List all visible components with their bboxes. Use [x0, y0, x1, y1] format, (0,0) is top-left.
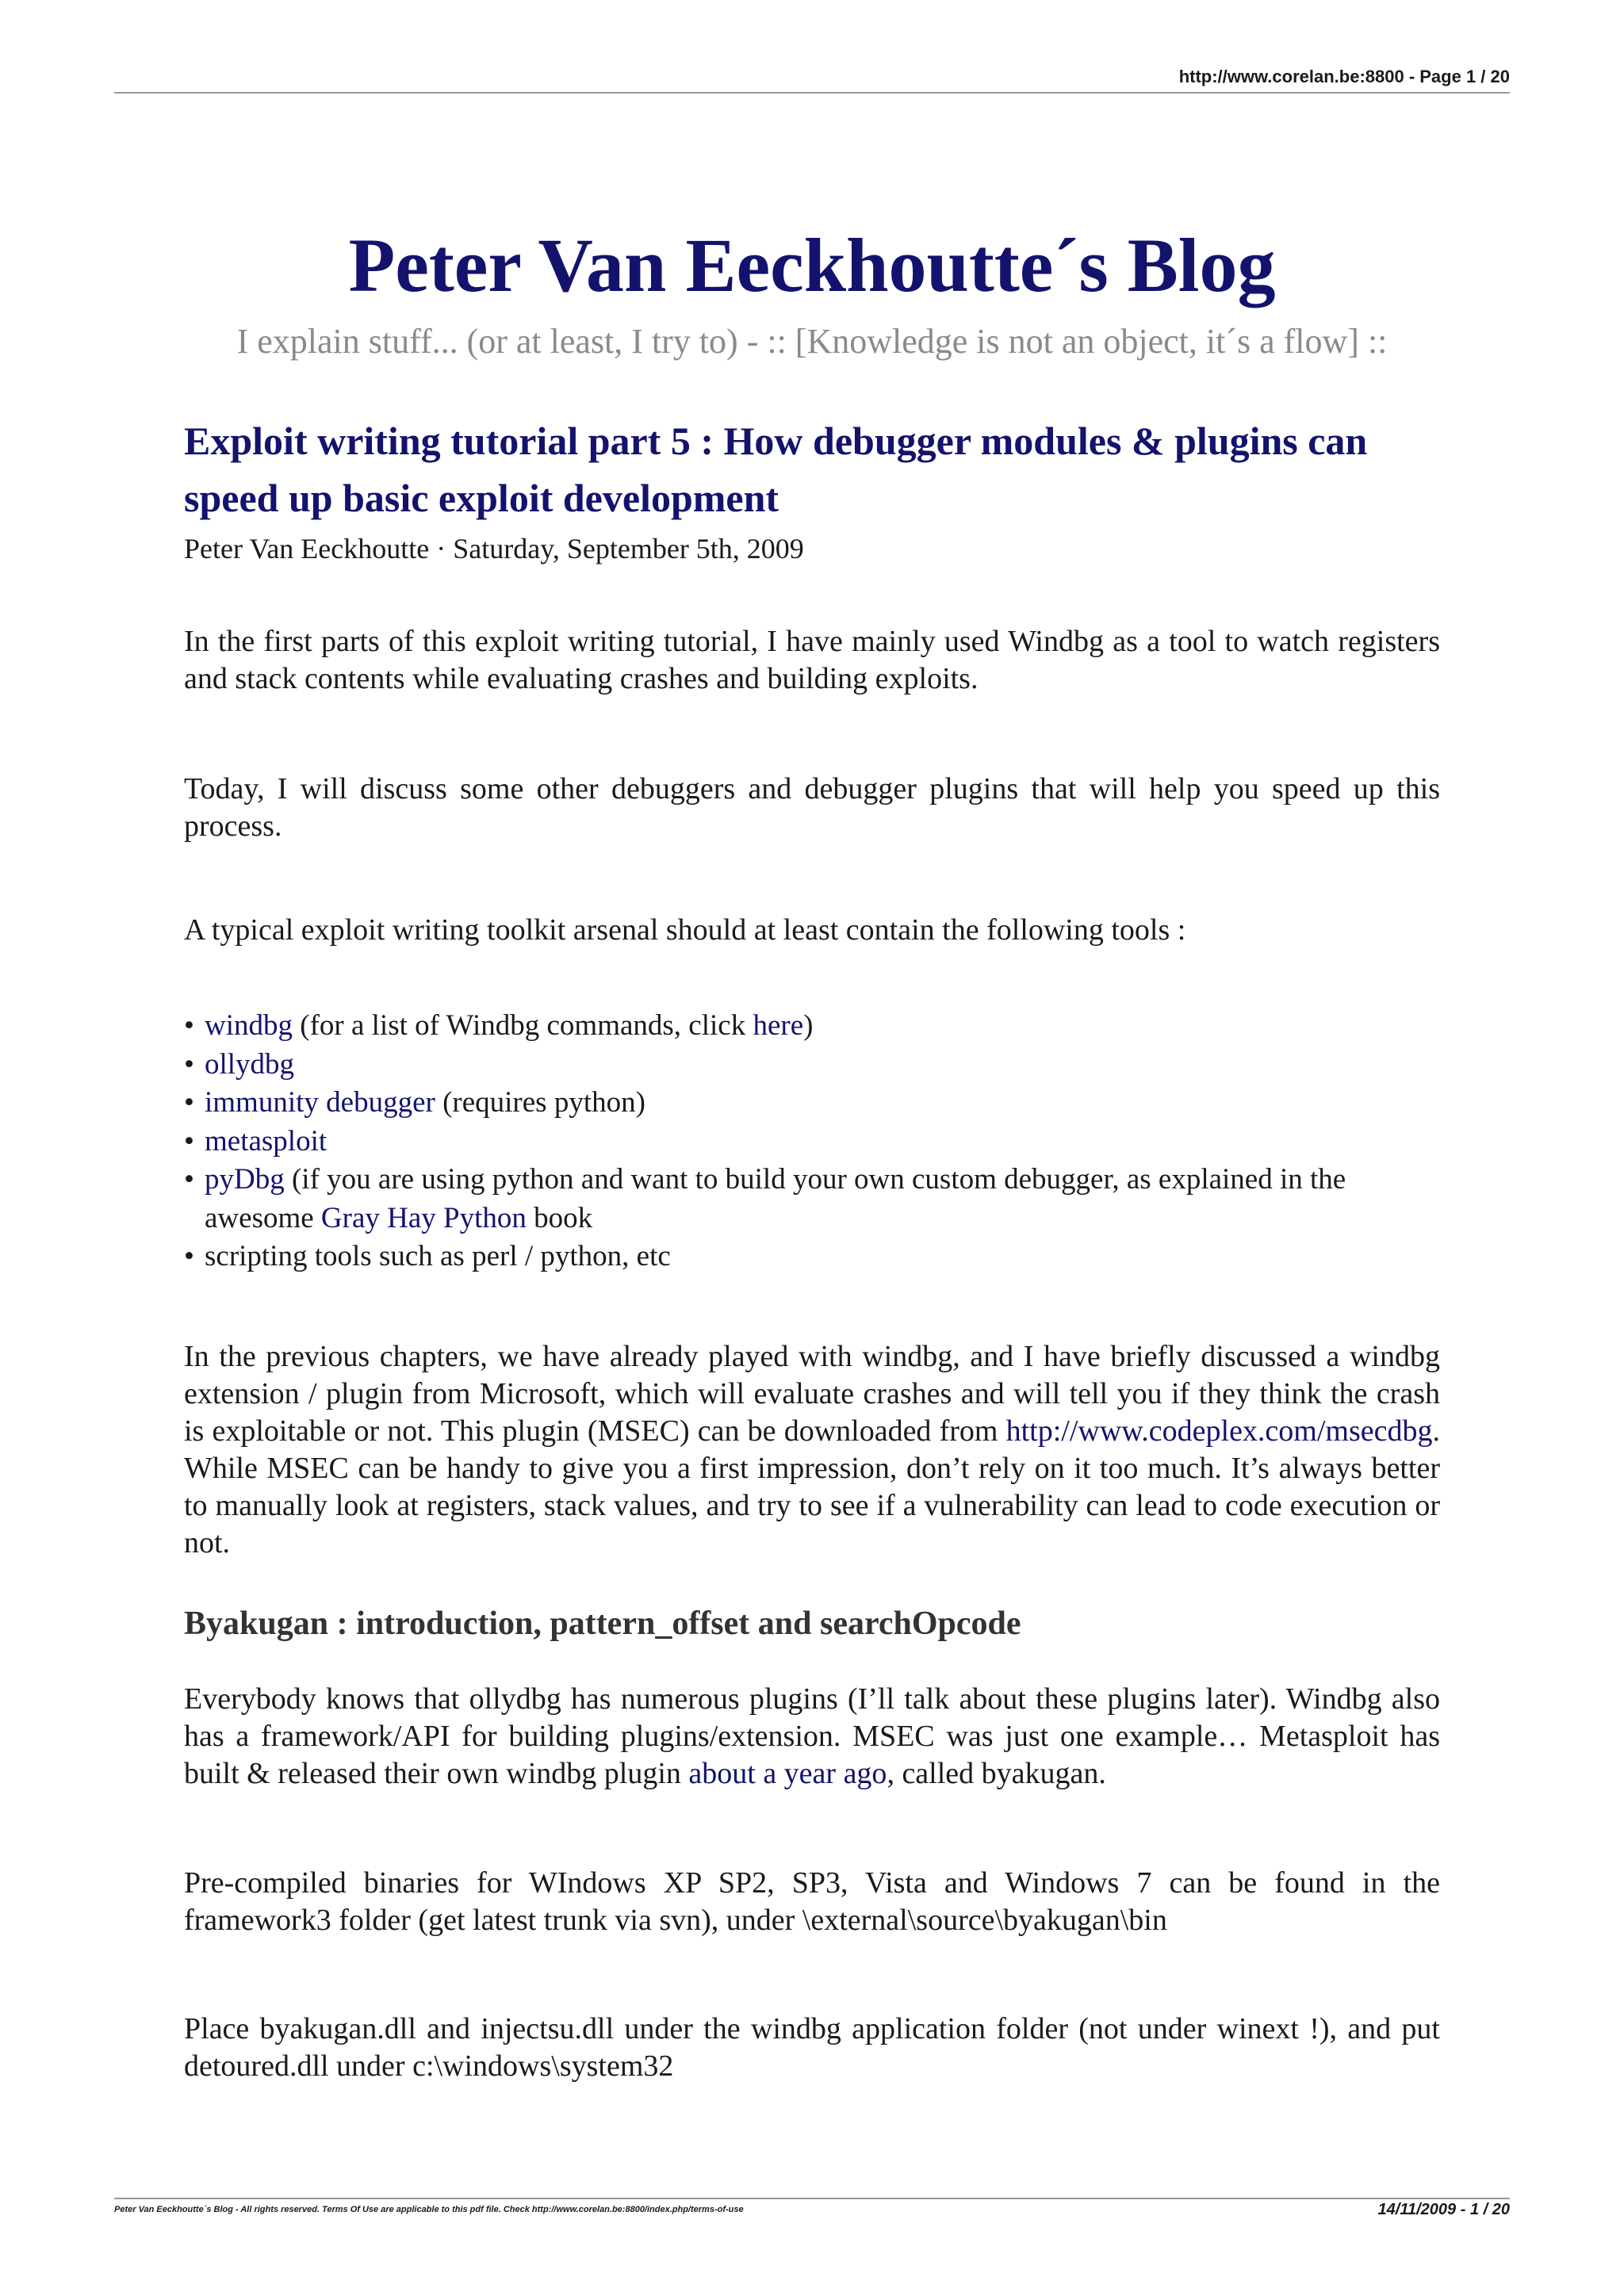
post-title[interactable]: Exploit writing tutorial part 5 : How debugger modules & plugins can speed up basic exploit development: [184, 419, 1368, 520]
footer-copyright: Peter Van Eeckhoutte´s Blog - All rights reserved. Terms Of Use are applicable to this pdf file. Check http://www.corelan.be:8800/index.php/terms-of-use: [114, 2205, 744, 2214]
immunity-debugger-link[interactable]: immunity debugger: [205, 1086, 435, 1119]
paragraph-text: . While MSEC can be handy to give you a first impression, don’t rely on it too much. It’s always better to manually look at registers, stack values, and try to see if a vulnerability can lead to code execution or not.: [184, 1414, 1440, 1559]
bullet-icon: •: [184, 1086, 194, 1119]
section-heading-byakugan: Byakugan : introduction, pattern_offset and searchOpcode: [184, 1605, 1021, 1642]
list-item-tail: book: [526, 1201, 593, 1234]
list-item-text: (if you are using python and want to build your own custom debugger, as explained in the awesome: [205, 1163, 1346, 1234]
windbg-link[interactable]: windbg: [205, 1009, 293, 1042]
list-item-text: scripting tools such as perl / python, etc: [205, 1240, 671, 1272]
list-item: [184, 1007, 1440, 1046]
header-divider: [114, 92, 1510, 94]
bullet-icon: •: [184, 1009, 194, 1042]
list-item: [184, 1161, 1440, 1238]
list-item: [184, 1046, 1440, 1085]
bullet-icon: •: [184, 1047, 194, 1081]
bullet-icon: •: [184, 1240, 194, 1272]
paragraph-text: , called byakugan.: [887, 1757, 1106, 1790]
paragraph-today: Today, I will discuss some other debuggers and debugger plugins that will help you speed up this process.: [184, 772, 1440, 843]
paragraph-text: Everybody knows that ollydbg has numerous plugins (I’ll talk about these plugins later). Windbg also has a framework/API for building plugins/extension. MSEC was just one example… Metasploit has built & released their own windbg plugin: [184, 1682, 1440, 1790]
paragraph-toolkit: A typical exploit writing toolkit arsenal should at least contain the following tools :: [184, 913, 1186, 947]
bullet-icon: •: [184, 1124, 194, 1158]
ollydbg-link[interactable]: ollydbg: [205, 1047, 295, 1081]
paragraph-msec: [184, 1338, 1440, 1562]
post-byline: Peter Van Eeckhoutte · Saturday, September 5th, 2009: [184, 533, 804, 564]
page-header-url: http://www.corelan.be:8800 - Page 1 / 20: [1178, 67, 1510, 86]
bullet-icon: •: [184, 1163, 194, 1196]
paragraph-install: Place byakugan.dll and injectsu.dll under the windbg application folder (not under winext !), and put detoured.dll under c:\windows\system32: [184, 2012, 1440, 2083]
paragraph-text: In the previous chapters, we have already played with windbg, and I have briefly discussed a windbg extension / plugin from Microsoft, which will evaluate crashes and will tell you if they think the crash is exploitable or not. This plugin (MSEC) can be downloaded from: [184, 1340, 1440, 1448]
paragraph-byakugan: [184, 1681, 1440, 1793]
list-item: [184, 1123, 1440, 1161]
metasploit-link[interactable]: metasploit: [205, 1124, 327, 1158]
paragraph-binaries: Pre-compiled binaries for WIndows XP SP2, SP3, Vista and Windows 7 can be found in the framework3 folder (get latest trunk via svn), under \external\source\byakugan\bin: [184, 1866, 1440, 1937]
gray-hat-python-link[interactable]: Gray Hay Python: [320, 1201, 527, 1234]
blog-title: Peter Van Eeckhoutte´s Blog: [348, 223, 1276, 308]
paragraph-intro: In the first parts of this exploit writing tutorial, I have mainly used Windbg as a tool to watch registers and stack contents while evaluating crashes and building exploits.: [184, 625, 1440, 695]
footer-divider: [114, 2198, 1510, 2199]
list-item-text: (for a list of Windbg commands, click: [293, 1009, 753, 1042]
blog-tagline: I explain stuff... (or at least, I try to) - :: [Knowledge is not an object, it´s a flow] ::: [236, 322, 1388, 361]
list-item: [184, 1238, 1440, 1276]
footer-date-page: 14/11/2009 - 1 / 20: [1377, 2201, 1510, 2218]
pydbg-link[interactable]: pyDbg: [205, 1163, 285, 1196]
about-a-year-ago-link[interactable]: about a year ago: [688, 1757, 887, 1790]
list-item-text: (requires python): [435, 1086, 645, 1119]
msecdbg-link[interactable]: http://www.codeplex.com/msecdbg: [1005, 1414, 1433, 1448]
list-item: [184, 1084, 1440, 1123]
windbg-commands-link[interactable]: here: [753, 1009, 804, 1042]
tools-list: [184, 1007, 1440, 1276]
list-item-tail: ): [803, 1009, 814, 1042]
